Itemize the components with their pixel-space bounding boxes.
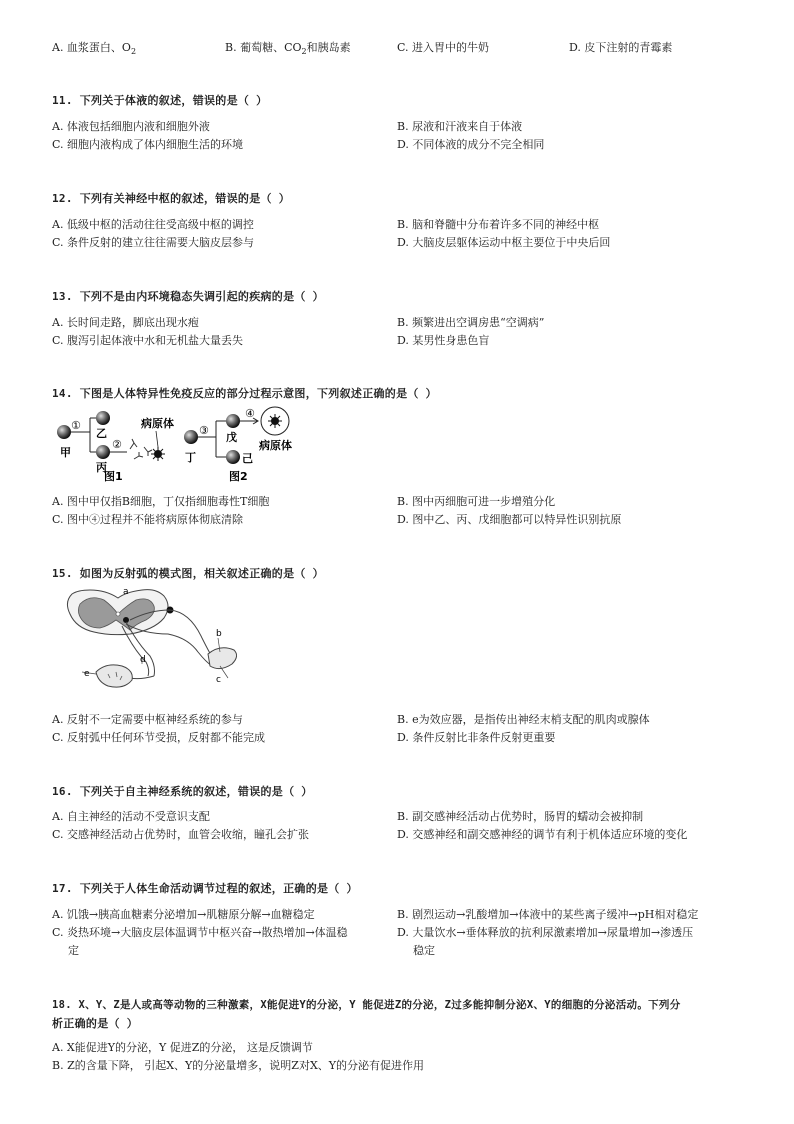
q17-option-c-line1: C. 炎热环境→大脑皮层体温调节中枢兴奋→散热增加→体温稳 [52, 926, 348, 939]
label-a: a [123, 587, 129, 597]
q16-option-c: C. 交感神经活动占优势时，血管会收缩，瞳孔会扩张 [52, 828, 310, 841]
label-d: d [140, 655, 146, 665]
q15-option-b: B. e为效应器，是指传出神经末梢支配的肌肉或腺体 [397, 713, 650, 726]
label-ji: 己 [242, 452, 253, 465]
q17-option-d-line2: 稳定 [413, 944, 435, 957]
label-yi: 乙 [96, 427, 107, 440]
cell-jia [57, 425, 71, 439]
label-ding: 丁 [185, 451, 196, 464]
q18-stem-line1: 18. X、Y、Z是人或高等动物的三种激素，X能促进Y的分泌，Y 能促进Z的分泌，Z过多能抑制分泌X、Y的细胞的分泌活动。下列分 [52, 999, 681, 1011]
antibody-icons [130, 439, 152, 459]
label-step-1: ① [71, 419, 81, 432]
cell-ding [184, 430, 198, 444]
q14-stem: 14. 下图是人体特异性免疫反应的部分过程示意图，下列叙述正确的是（ ） [52, 387, 437, 400]
q12-option-a: A. 低级中枢的活动往往受高级中枢的调控 [52, 218, 254, 231]
q11-option-d: D. 不同体液的成分不完全相同 [397, 138, 545, 151]
cell-bing [96, 445, 110, 459]
q16-option-b: B. 副交感神经活动占优势时，肠胃的蠕动会被抑制 [397, 810, 644, 823]
q14-option-a: A. 图中甲仅指B细胞，丁仅指细胞毒性T细胞 [52, 495, 270, 508]
q18-option-a: A. X能促进Y的分泌，Y 促进Z的分泌， 这是反馈调节 [52, 1041, 313, 1054]
q18-stem-line2: 析正确的是（ ） [52, 1017, 139, 1030]
figure-2-caption: 图2 [229, 470, 248, 483]
q12-stem: 12. 下列有关神经中枢的叙述，错误的是（ ） [52, 192, 291, 205]
q14-option-d: D. 图中乙、丙、戊细胞都可以特异性识别抗原 [397, 513, 622, 526]
q15-option-d: D. 条件反射比非条件反射更重要 [397, 731, 556, 744]
label-b: b [216, 629, 222, 639]
q10-option-b: B. 葡萄糖、$CO_2$和胰岛素 [225, 41, 351, 57]
q17-option-d-line1: D. 大量饮水→垂体释放的抗利尿激素增加→尿量增加→渗透压 [397, 926, 694, 939]
immune-response-figure [52, 404, 312, 486]
effector-muscle [96, 665, 132, 687]
q11-option-a: A. 体液包括细胞内液和细胞外液 [52, 120, 210, 133]
q13-option-b: B. 频繁进出空调房患“空调病” [397, 316, 545, 329]
q12-option-d: D. 大脑皮层躯体运动中枢主要位于中央后回 [397, 236, 611, 249]
q13-option-c: C. 腹泻引起体液中水和无机盐大量丢失 [52, 334, 244, 347]
q14-option-c: C. 图中④过程并不能将病原体彻底清除 [52, 513, 244, 526]
q16-stem: 16. 下列关于自主神经系统的叙述，错误的是（ ） [52, 785, 313, 798]
label-bing: 丙 [96, 461, 107, 474]
q12-option-b: B. 脑和脊髓中分布着许多不同的神经中枢 [397, 218, 600, 231]
q11-stem: 11. 下列关于体液的叙述，错误的是（ ） [52, 94, 268, 107]
q11-option-c: C. 细胞内液构成了体内细胞生活的环境 [52, 138, 244, 151]
label-pathogen-2: 病原体 [259, 439, 292, 452]
q17-option-a: A. 饥饿→胰高血糖素分泌增加→肌糖原分解→血糖稳定 [52, 908, 315, 921]
figure-1-caption: 图1 [104, 470, 123, 483]
q10-option-a: A. 血浆蛋白、$O_2$ [52, 41, 137, 57]
q18-option-b: B. Z的含量下降， 引起X、Y的分泌量增多，说明Z对X、Y的分泌有促进作用 [52, 1059, 425, 1072]
label-wu: 戊 [226, 431, 237, 444]
cell-yi [96, 411, 110, 425]
q10-option-d: D. 皮下注射的青霉素 [569, 41, 673, 54]
q10-option-c: C. 进入胃中的牛奶 [397, 41, 490, 54]
q11-option-b: B. 尿液和汗液来自于体液 [397, 120, 523, 133]
label-c: c [216, 675, 221, 685]
label-e: e [84, 669, 90, 679]
label-step-4: ④ [245, 407, 255, 420]
q17-option-c-line2: 定 [68, 944, 79, 957]
q13-option-d: D. 某男性身患色盲 [397, 334, 490, 347]
q15-stem: 15. 如图为反射弧的模式图，相关叙述正确的是（ ） [52, 567, 324, 580]
cell-ji [226, 450, 240, 464]
q17-stem: 17. 下列关于人体生命活动调节过程的叙述，正确的是（ ） [52, 882, 358, 895]
q13-stem: 13. 下列不是由内环境稳态失调引起的疾病的是（ ） [52, 290, 324, 303]
cell-wu [226, 414, 240, 428]
q14-option-b: B. 图中丙细胞可进一步增殖分化 [397, 495, 556, 508]
central-canal [116, 612, 120, 616]
label-jia: 甲 [60, 446, 71, 459]
label-step-2: ② [112, 438, 122, 451]
reflex-arc-figure [60, 584, 250, 696]
q16-option-d: D. 交感神经和副交感神经的调节有利于机体适应环境的变化 [397, 828, 688, 841]
q13-option-a: A. 长时间走路，脚底出现水疱 [52, 316, 199, 329]
q16-option-a: A. 自主神经的活动不受意识支配 [52, 810, 210, 823]
receptor-skin [208, 648, 237, 669]
label-step-3: ③ [199, 424, 209, 437]
q15-option-c: C. 反射弧中任何环节受损，反射都不能完成 [52, 731, 266, 744]
q12-option-c: C. 条件反射的建立往往需要大脑皮层参与 [52, 236, 255, 249]
q17-option-b: B. 剧烈运动→乳酸增加→体液中的某些离子缓冲→pH相对稳定 [397, 908, 699, 921]
label-pathogen-1: 病原体 [141, 417, 174, 430]
q15-option-a: A. 反射不一定需要中枢神经系统的参与 [52, 713, 243, 726]
